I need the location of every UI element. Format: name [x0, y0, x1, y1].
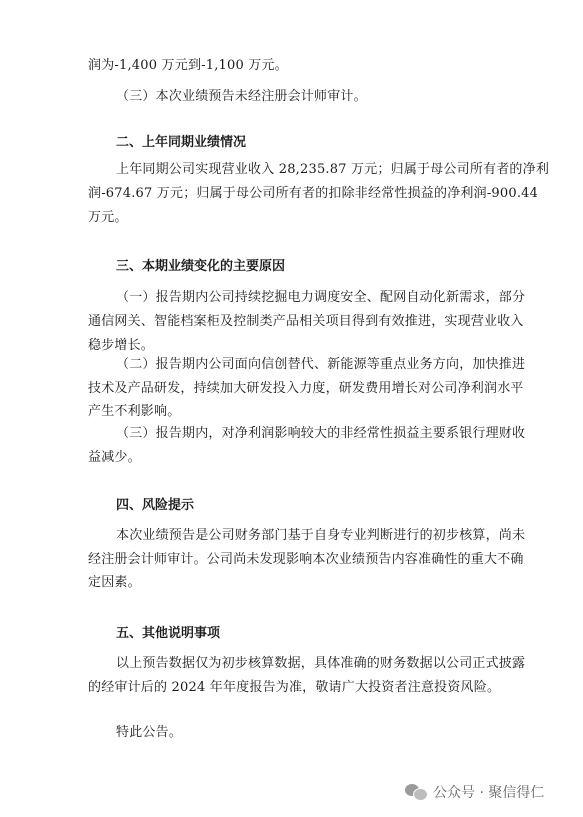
paragraph-line: 万元。: [88, 210, 128, 225]
section-heading: 三、本期业绩变化的主要原因: [116, 259, 286, 274]
paragraph-line: 益减少。: [88, 450, 141, 465]
section-heading: 二、上年同期业绩情况: [116, 135, 247, 150]
paragraph-line: 的经审计后的 2024 年年度报告为准，敬请广大投资者注意投资风险。: [88, 680, 501, 695]
watermark-text: 公众号 · 聚信得仁: [433, 785, 545, 801]
section-heading: 五、其他说明事项: [116, 626, 221, 641]
paragraph-line: 润为-1,400 万元到-1,100 万元。: [88, 58, 288, 73]
wechat-icon: [405, 784, 427, 800]
paragraph-line: （三）报告期内，对净利润影响较大的非经常性损益主要系银行理财收: [116, 426, 526, 441]
paragraph-line: 定因素。: [88, 575, 141, 590]
paragraph-line: 通信网关、智能档案柜及控制类产品相关项目得到有效推进，实现营业收入: [88, 314, 524, 329]
paragraph-line: 产生不利影响。: [88, 404, 181, 419]
paragraph-line: 以上预告数据仅为初步核算数据，具体准确的财务数据以公司正式披露: [116, 656, 526, 671]
section-heading: 四、风险提示: [116, 498, 195, 513]
paragraph-line: 技术及产品研发，持续加大研发投入力度，研发费用增长对公司净利润水平: [88, 381, 524, 396]
paragraph-line: （二）报告期内公司面向信创替代、新能源等重点业务方向，加快推进: [116, 357, 526, 372]
paragraph-line: 润-674.67 万元；归属于母公司所有者的扣除非经常性损益的净利润-900.44: [88, 186, 539, 201]
watermark: [405, 782, 544, 802]
paragraph-line: （三）本次业绩预告未经注册会计师审计。: [116, 89, 367, 104]
paragraph-line: （一）报告期内公司持续挖掘电力调度安全、配网自动化新需求，部分: [116, 290, 526, 305]
paragraph-line: 上年同期公司实现营业收入 28,235.87 万元；归属于母公司所有者的净利: [116, 162, 550, 177]
closing-line: 特此公告。: [116, 725, 183, 740]
paragraph-line: 本次业绩预告是公司财务部门基于自身专业判断进行的初步核算，尚未: [116, 528, 526, 543]
paragraph-line: 经注册会计师审计。公司尚未发现影响本次业绩预告内容准确性的重大不确: [88, 552, 524, 567]
paragraph-line: 稳步增长。: [88, 338, 155, 353]
